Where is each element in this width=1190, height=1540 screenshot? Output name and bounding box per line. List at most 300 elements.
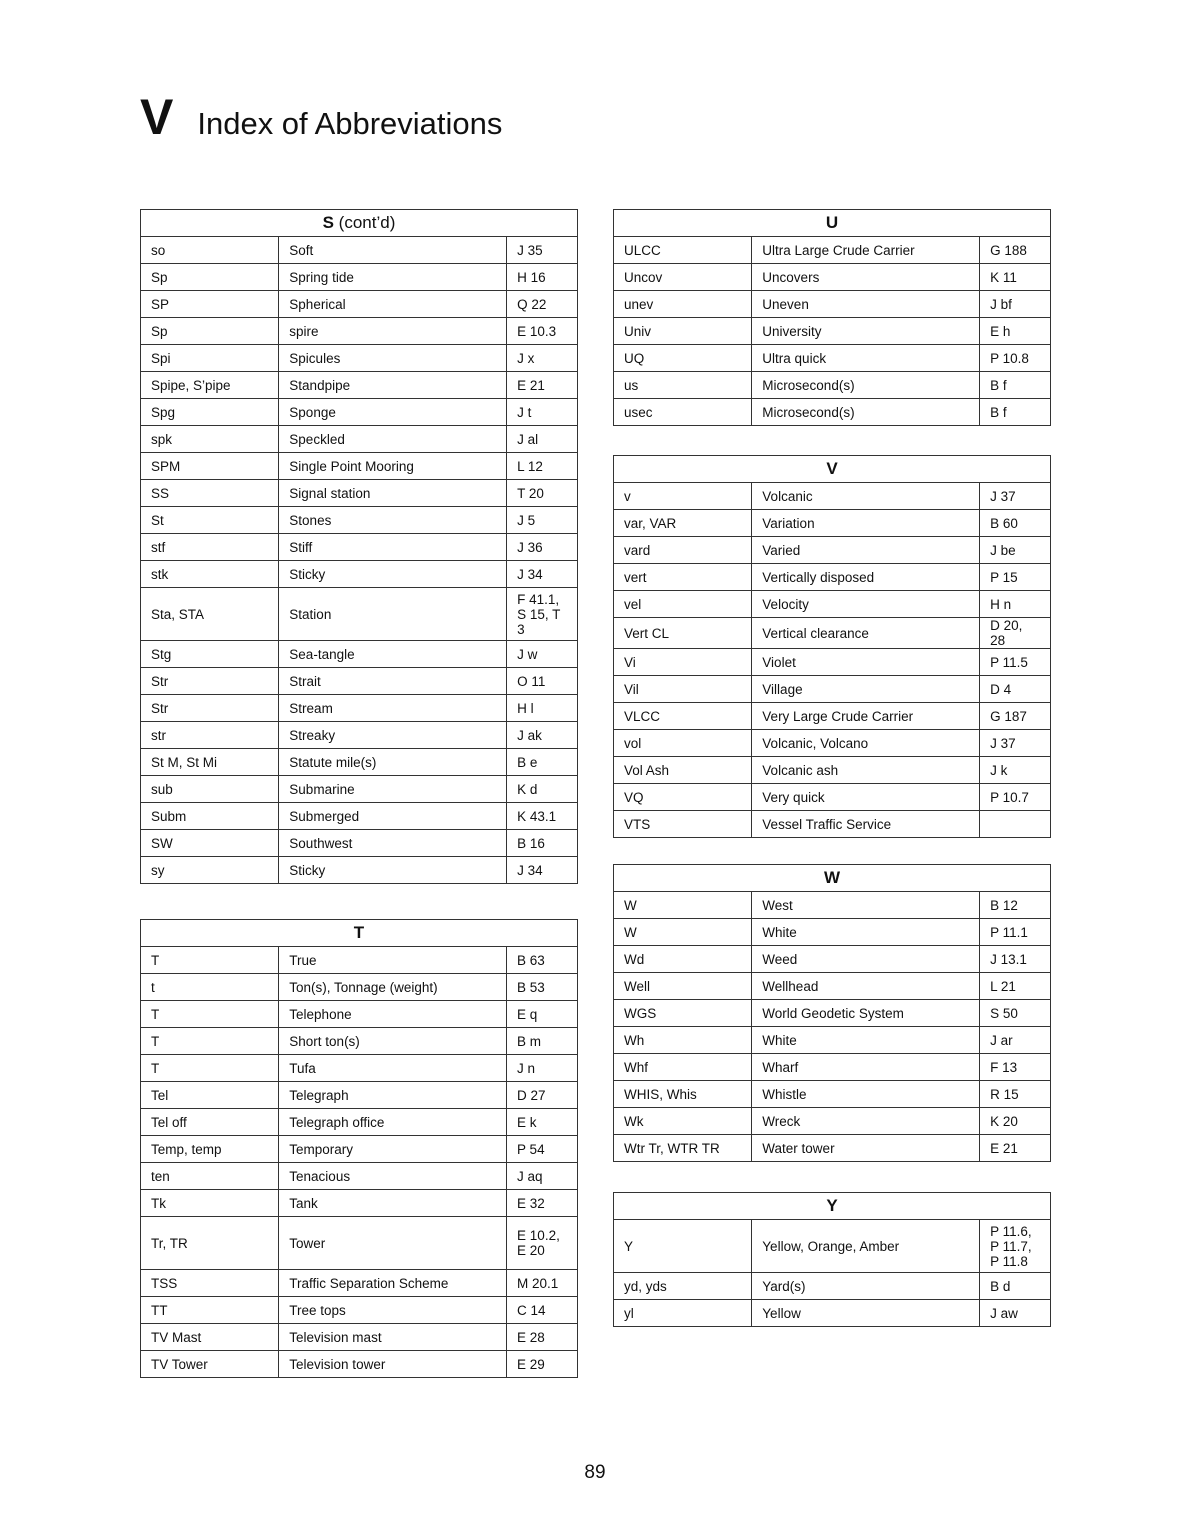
abbreviation-cell: Sp bbox=[141, 318, 279, 345]
table-row bbox=[141, 1109, 578, 1136]
abbreviation-cell: Y bbox=[614, 1220, 752, 1273]
reference-cell: P 15 bbox=[980, 564, 1051, 591]
table-w bbox=[613, 864, 1051, 1162]
abbreviation-cell: vert bbox=[614, 564, 752, 591]
reference-cell: B d bbox=[980, 1273, 1051, 1300]
table-heading bbox=[141, 210, 578, 237]
meaning-cell: Tank bbox=[279, 1190, 507, 1217]
meaning-cell: Yard(s) bbox=[752, 1273, 980, 1300]
table-y bbox=[613, 1192, 1051, 1327]
table-row bbox=[614, 784, 1051, 811]
table-row bbox=[614, 811, 1051, 838]
abbreviation-cell: stf bbox=[141, 534, 279, 561]
meaning-cell: Volcanic bbox=[752, 483, 980, 510]
meaning-cell: Standpipe bbox=[279, 372, 507, 399]
meaning-cell: Weed bbox=[752, 946, 980, 973]
reference-cell: K d bbox=[507, 776, 578, 803]
meaning-cell: Single Point Mooring bbox=[279, 453, 507, 480]
table-row bbox=[141, 1055, 578, 1082]
page-number: 89 bbox=[584, 1462, 606, 1483]
reference-cell: H l bbox=[507, 695, 578, 722]
reference-cell: M 20.1 bbox=[507, 1270, 578, 1297]
table-row bbox=[614, 892, 1051, 919]
meaning-cell: Strait bbox=[279, 668, 507, 695]
heading-letter: S bbox=[322, 213, 334, 232]
meaning-cell: Vertical clearance bbox=[752, 618, 980, 649]
meaning-cell: Yellow, Orange, Amber bbox=[752, 1220, 980, 1273]
abbreviation-cell: Uncov bbox=[614, 264, 752, 291]
table-row bbox=[141, 453, 578, 480]
table-row bbox=[141, 830, 578, 857]
reference-cell: J ar bbox=[980, 1027, 1051, 1054]
table-row bbox=[614, 537, 1051, 564]
abbreviation-cell: ULCC bbox=[614, 237, 752, 264]
reference-cell bbox=[507, 1217, 578, 1270]
table-row bbox=[614, 919, 1051, 946]
table-row bbox=[141, 507, 578, 534]
section-letter: V bbox=[140, 89, 174, 145]
reference-cell: K 43.1 bbox=[507, 803, 578, 830]
meaning-cell: White bbox=[752, 1027, 980, 1054]
table-row bbox=[614, 676, 1051, 703]
abbreviation-cell: var, VAR bbox=[614, 510, 752, 537]
table-heading bbox=[614, 865, 1051, 892]
table-row bbox=[614, 237, 1051, 264]
page-title: Index of Abbreviations bbox=[197, 106, 503, 141]
abbreviation-cell: SW bbox=[141, 830, 279, 857]
abbreviation-cell: SPM bbox=[141, 453, 279, 480]
meaning-cell: Tenacious bbox=[279, 1163, 507, 1190]
meaning-cell: Southwest bbox=[279, 830, 507, 857]
table-row bbox=[614, 264, 1051, 291]
reference-cell: J n bbox=[507, 1055, 578, 1082]
reference-cell: Q 22 bbox=[507, 291, 578, 318]
reference-cell: P 10.7 bbox=[980, 784, 1051, 811]
meaning-cell: Variation bbox=[752, 510, 980, 537]
abbreviation-cell: TT bbox=[141, 1297, 279, 1324]
meaning-cell: Statute mile(s) bbox=[279, 749, 507, 776]
meaning-cell: Volcanic, Volcano bbox=[752, 730, 980, 757]
meaning-cell: Submerged bbox=[279, 803, 507, 830]
table-row bbox=[141, 426, 578, 453]
reference-cell: B m bbox=[507, 1028, 578, 1055]
abbreviation-cell: vel bbox=[614, 591, 752, 618]
table-row bbox=[614, 510, 1051, 537]
reference-cell: L 21 bbox=[980, 973, 1051, 1000]
reference-cell: J 34 bbox=[507, 857, 578, 884]
meaning-cell: Varied bbox=[752, 537, 980, 564]
reference-cell: E 28 bbox=[507, 1324, 578, 1351]
meaning-cell: Very quick bbox=[752, 784, 980, 811]
abbreviation-cell: SP bbox=[141, 291, 279, 318]
table-row bbox=[141, 1028, 578, 1055]
reference-cell: P 54 bbox=[507, 1136, 578, 1163]
reference-cell bbox=[980, 1220, 1051, 1273]
reference-cell: P 11.1 bbox=[980, 919, 1051, 946]
abbreviation-cell: vol bbox=[614, 730, 752, 757]
reference-cell: P 11.5 bbox=[980, 649, 1051, 676]
reference-cell: J k bbox=[980, 757, 1051, 784]
abbreviation-cell: WHIS, Whis bbox=[614, 1081, 752, 1108]
reference-cell: F 13 bbox=[980, 1054, 1051, 1081]
meaning-cell: Velocity bbox=[752, 591, 980, 618]
reference-cell: P 10.8 bbox=[980, 345, 1051, 372]
table-row bbox=[141, 237, 578, 264]
table-row bbox=[141, 776, 578, 803]
reference-cell: J 34 bbox=[507, 561, 578, 588]
table-v bbox=[613, 455, 1051, 838]
reference-cell: E 32 bbox=[507, 1190, 578, 1217]
meaning-cell: Ultra Large Crude Carrier bbox=[752, 237, 980, 264]
abbreviation-cell: VQ bbox=[614, 784, 752, 811]
reference-cell: B f bbox=[980, 399, 1051, 426]
table-row bbox=[141, 561, 578, 588]
reference-cell: J be bbox=[980, 537, 1051, 564]
table-row bbox=[614, 1081, 1051, 1108]
abbreviation-cell: Vil bbox=[614, 676, 752, 703]
table-row bbox=[614, 1273, 1051, 1300]
abbreviation-cell: Sta, STA bbox=[141, 588, 279, 641]
abbreviation-cell: yd, yds bbox=[614, 1273, 752, 1300]
abbreviation-cell: VLCC bbox=[614, 703, 752, 730]
reference-line: P 11.7, bbox=[990, 1238, 1032, 1254]
heading-letter: T bbox=[353, 923, 365, 942]
table-row bbox=[141, 372, 578, 399]
reference-cell: O 11 bbox=[507, 668, 578, 695]
abbreviation-cell: TV Tower bbox=[141, 1351, 279, 1378]
abbreviation-cell: ten bbox=[141, 1163, 279, 1190]
meaning-cell: Microsecond(s) bbox=[752, 399, 980, 426]
table-row bbox=[141, 857, 578, 884]
abbreviation-cell: Tr, TR bbox=[141, 1217, 279, 1270]
abbreviation-cell: T bbox=[141, 1028, 279, 1055]
reference-cell: K 11 bbox=[980, 264, 1051, 291]
meaning-cell: Wreck bbox=[752, 1108, 980, 1135]
abbreviation-cell: str bbox=[141, 722, 279, 749]
meaning-cell: Stiff bbox=[279, 534, 507, 561]
abbreviation-cell: T bbox=[141, 1055, 279, 1082]
reference-cell: B 60 bbox=[980, 510, 1051, 537]
meaning-cell: World Geodetic System bbox=[752, 1000, 980, 1027]
reference-line: P 11.8 bbox=[990, 1253, 1028, 1269]
meaning-cell: Signal station bbox=[279, 480, 507, 507]
abbreviation-cell: SS bbox=[141, 480, 279, 507]
meaning-cell: Tufa bbox=[279, 1055, 507, 1082]
table-row bbox=[614, 318, 1051, 345]
meaning-cell: Village bbox=[752, 676, 980, 703]
meaning-cell: Stones bbox=[279, 507, 507, 534]
meaning-cell: University bbox=[752, 318, 980, 345]
abbreviation-cell: stk bbox=[141, 561, 279, 588]
abbreviation-cell: Vi bbox=[614, 649, 752, 676]
reference-cell: H 16 bbox=[507, 264, 578, 291]
abbreviation-cell: Vol Ash bbox=[614, 757, 752, 784]
reference-cell: J ak bbox=[507, 722, 578, 749]
table-row bbox=[141, 641, 578, 668]
reference-cell: C 14 bbox=[507, 1297, 578, 1324]
meaning-cell: Telegraph office bbox=[279, 1109, 507, 1136]
reference-cell: D 20, 28 bbox=[980, 618, 1051, 649]
abbreviation-cell: yl bbox=[614, 1300, 752, 1327]
table-row bbox=[614, 618, 1051, 649]
reference-cell: J 13.1 bbox=[980, 946, 1051, 973]
meaning-cell: Telephone bbox=[279, 1001, 507, 1028]
abbreviation-cell: VTS bbox=[614, 811, 752, 838]
table-row bbox=[141, 1190, 578, 1217]
reference-cell: E 21 bbox=[980, 1135, 1051, 1162]
reference-cell: B f bbox=[980, 372, 1051, 399]
reference-cell: J aw bbox=[980, 1300, 1051, 1327]
abbreviation-cell: Tel off bbox=[141, 1109, 279, 1136]
reference-cell: B 16 bbox=[507, 830, 578, 857]
meaning-cell: spire bbox=[279, 318, 507, 345]
reference-cell: T 20 bbox=[507, 480, 578, 507]
reference-cell: G 187 bbox=[980, 703, 1051, 730]
abbreviation-cell: W bbox=[614, 919, 752, 946]
reference-line: E 10.2, bbox=[517, 1228, 560, 1243]
abbreviation-cell: Spg bbox=[141, 399, 279, 426]
meaning-cell: Speckled bbox=[279, 426, 507, 453]
abbreviation-cell: Subm bbox=[141, 803, 279, 830]
reference-line: S 15, T 3 bbox=[517, 606, 561, 637]
reference-cell bbox=[507, 588, 578, 641]
abbreviation-cell: sub bbox=[141, 776, 279, 803]
reference-cell: J w bbox=[507, 641, 578, 668]
meaning-cell: Vertically disposed bbox=[752, 564, 980, 591]
abbreviation-cell: Sp bbox=[141, 264, 279, 291]
heading-suffix: (cont’d) bbox=[333, 213, 396, 232]
table-row bbox=[141, 1082, 578, 1109]
reference-cell: E 29 bbox=[507, 1351, 578, 1378]
table-s bbox=[140, 209, 578, 884]
meaning-cell: Streaky bbox=[279, 722, 507, 749]
table-row bbox=[141, 264, 578, 291]
meaning-cell: Tree tops bbox=[279, 1297, 507, 1324]
meaning-cell: Vessel Traffic Service bbox=[752, 811, 980, 838]
table-row bbox=[141, 749, 578, 776]
abbreviation-cell: Tk bbox=[141, 1190, 279, 1217]
reference-cell: J aq bbox=[507, 1163, 578, 1190]
abbreviation-cell: UQ bbox=[614, 345, 752, 372]
reference-cell: J x bbox=[507, 345, 578, 372]
table-row bbox=[141, 1136, 578, 1163]
table-row bbox=[141, 480, 578, 507]
abbreviation-cell: Str bbox=[141, 695, 279, 722]
table-row bbox=[614, 1054, 1051, 1081]
table-row bbox=[141, 345, 578, 372]
abbreviation-cell: TV Mast bbox=[141, 1324, 279, 1351]
abbreviation-cell: Wk bbox=[614, 1108, 752, 1135]
meaning-cell: Telegraph bbox=[279, 1082, 507, 1109]
table-row bbox=[141, 947, 578, 974]
meaning-cell: Water tower bbox=[752, 1135, 980, 1162]
abbreviation-cell: spk bbox=[141, 426, 279, 453]
table-row bbox=[141, 1001, 578, 1028]
table-row bbox=[141, 1297, 578, 1324]
table-row bbox=[141, 1217, 578, 1270]
table-row bbox=[614, 591, 1051, 618]
table-row bbox=[141, 1270, 578, 1297]
meaning-cell: Spring tide bbox=[279, 264, 507, 291]
reference-cell: G 188 bbox=[980, 237, 1051, 264]
abbreviation-cell: Whf bbox=[614, 1054, 752, 1081]
reference-cell: D 27 bbox=[507, 1082, 578, 1109]
table-row bbox=[614, 1000, 1051, 1027]
meaning-cell: Tower bbox=[279, 1217, 507, 1270]
meaning-cell: Television tower bbox=[279, 1351, 507, 1378]
abbreviation-cell: Str bbox=[141, 668, 279, 695]
meaning-cell: Traffic Separation Scheme bbox=[279, 1270, 507, 1297]
meaning-cell: West bbox=[752, 892, 980, 919]
meaning-cell: Station bbox=[279, 588, 507, 641]
table-row bbox=[614, 372, 1051, 399]
meaning-cell: Uncovers bbox=[752, 264, 980, 291]
table-row bbox=[614, 973, 1051, 1000]
table-row bbox=[614, 483, 1051, 510]
table-row bbox=[141, 291, 578, 318]
table-row bbox=[614, 1027, 1051, 1054]
reference-cell: J t bbox=[507, 399, 578, 426]
meaning-cell: Soft bbox=[279, 237, 507, 264]
meaning-cell: Uneven bbox=[752, 291, 980, 318]
meaning-cell: Sticky bbox=[279, 561, 507, 588]
reference-cell: E 10.3 bbox=[507, 318, 578, 345]
table-heading bbox=[614, 210, 1051, 237]
meaning-cell: Wharf bbox=[752, 1054, 980, 1081]
meaning-cell: Ultra quick bbox=[752, 345, 980, 372]
table-row bbox=[141, 668, 578, 695]
reference-line: E 20 bbox=[517, 1243, 545, 1258]
meaning-cell: Whistle bbox=[752, 1081, 980, 1108]
table-heading bbox=[614, 456, 1051, 483]
heading-letter: Y bbox=[826, 1196, 838, 1215]
table-row bbox=[141, 1324, 578, 1351]
meaning-cell: Sea-tangle bbox=[279, 641, 507, 668]
reference-cell: E h bbox=[980, 318, 1051, 345]
reference-cell: B e bbox=[507, 749, 578, 776]
reference-cell: B 53 bbox=[507, 974, 578, 1001]
reference-cell: J bf bbox=[980, 291, 1051, 318]
table-row bbox=[614, 649, 1051, 676]
table-row bbox=[614, 564, 1051, 591]
abbreviation-cell: sy bbox=[141, 857, 279, 884]
reference-line: F 41.1, bbox=[517, 591, 560, 607]
reference-cell: L 12 bbox=[507, 453, 578, 480]
abbreviation-cell: t bbox=[141, 974, 279, 1001]
abbreviation-cell: T bbox=[141, 947, 279, 974]
abbreviation-cell: usec bbox=[614, 399, 752, 426]
reference-cell: J al bbox=[507, 426, 578, 453]
abbreviation-cell: v bbox=[614, 483, 752, 510]
reference-cell: H n bbox=[980, 591, 1051, 618]
abbreviation-cell: St bbox=[141, 507, 279, 534]
abbreviation-cell: WGS bbox=[614, 1000, 752, 1027]
abbreviation-cell: Well bbox=[614, 973, 752, 1000]
abbreviation-cell: us bbox=[614, 372, 752, 399]
abbreviation-cell: St M, St Mi bbox=[141, 749, 279, 776]
table-row bbox=[614, 1135, 1051, 1162]
table-row bbox=[141, 722, 578, 749]
reference-cell: B 12 bbox=[980, 892, 1051, 919]
table-row bbox=[614, 1108, 1051, 1135]
meaning-cell: Violet bbox=[752, 649, 980, 676]
abbreviation-cell: Spipe, S’pipe bbox=[141, 372, 279, 399]
reference-cell: S 50 bbox=[980, 1000, 1051, 1027]
table-row bbox=[614, 730, 1051, 757]
meaning-cell: Sponge bbox=[279, 399, 507, 426]
meaning-cell: Microsecond(s) bbox=[752, 372, 980, 399]
table-row bbox=[141, 1351, 578, 1378]
reference-cell: J 5 bbox=[507, 507, 578, 534]
meaning-cell: Ton(s), Tonnage (weight) bbox=[279, 974, 507, 1001]
table-row bbox=[614, 757, 1051, 784]
page-header bbox=[140, 89, 503, 152]
abbreviation-cell: Wd bbox=[614, 946, 752, 973]
table-row bbox=[614, 399, 1051, 426]
meaning-cell: Submarine bbox=[279, 776, 507, 803]
abbreviation-cell: TSS bbox=[141, 1270, 279, 1297]
abbreviation-cell: vard bbox=[614, 537, 752, 564]
abbreviation-cell: Univ bbox=[614, 318, 752, 345]
abbreviation-cell: Temp, temp bbox=[141, 1136, 279, 1163]
meaning-cell: Short ton(s) bbox=[279, 1028, 507, 1055]
meaning-cell: Sticky bbox=[279, 857, 507, 884]
meaning-cell: Spherical bbox=[279, 291, 507, 318]
abbreviation-cell: Stg bbox=[141, 641, 279, 668]
abbreviation-cell: Wh bbox=[614, 1027, 752, 1054]
abbreviation-cell: Spi bbox=[141, 345, 279, 372]
abbreviation-cell: W bbox=[614, 892, 752, 919]
table-row bbox=[141, 695, 578, 722]
meaning-cell: Temporary bbox=[279, 1136, 507, 1163]
reference-cell: K 20 bbox=[980, 1108, 1051, 1135]
table-row bbox=[141, 318, 578, 345]
meaning-cell: Very Large Crude Carrier bbox=[752, 703, 980, 730]
reference-cell: J 37 bbox=[980, 730, 1051, 757]
table-heading bbox=[614, 1193, 1051, 1220]
reference-cell: E q bbox=[507, 1001, 578, 1028]
table-t bbox=[140, 919, 578, 1378]
meaning-cell: White bbox=[752, 919, 980, 946]
table-row bbox=[614, 703, 1051, 730]
reference-cell: D 4 bbox=[980, 676, 1051, 703]
reference-cell: R 15 bbox=[980, 1081, 1051, 1108]
abbreviation-cell: T bbox=[141, 1001, 279, 1028]
reference-cell bbox=[980, 811, 1051, 838]
reference-cell: J 35 bbox=[507, 237, 578, 264]
table-u bbox=[613, 209, 1051, 426]
reference-line: P 11.6, bbox=[990, 1223, 1032, 1239]
table-row bbox=[141, 974, 578, 1001]
meaning-cell: True bbox=[279, 947, 507, 974]
abbreviation-cell: unev bbox=[614, 291, 752, 318]
meaning-cell: Volcanic ash bbox=[752, 757, 980, 784]
table-row bbox=[614, 345, 1051, 372]
meaning-cell: Spicules bbox=[279, 345, 507, 372]
table-row bbox=[141, 399, 578, 426]
heading-letter: W bbox=[823, 868, 841, 887]
table-row bbox=[141, 588, 578, 641]
abbreviation-cell: Wtr Tr, WTR TR bbox=[614, 1135, 752, 1162]
table-row bbox=[614, 291, 1051, 318]
table-row bbox=[614, 1220, 1051, 1273]
reference-cell: J 36 bbox=[507, 534, 578, 561]
meaning-cell: Television mast bbox=[279, 1324, 507, 1351]
table-row bbox=[614, 946, 1051, 973]
meaning-cell: Stream bbox=[279, 695, 507, 722]
reference-cell: B 63 bbox=[507, 947, 578, 974]
reference-cell: E k bbox=[507, 1109, 578, 1136]
